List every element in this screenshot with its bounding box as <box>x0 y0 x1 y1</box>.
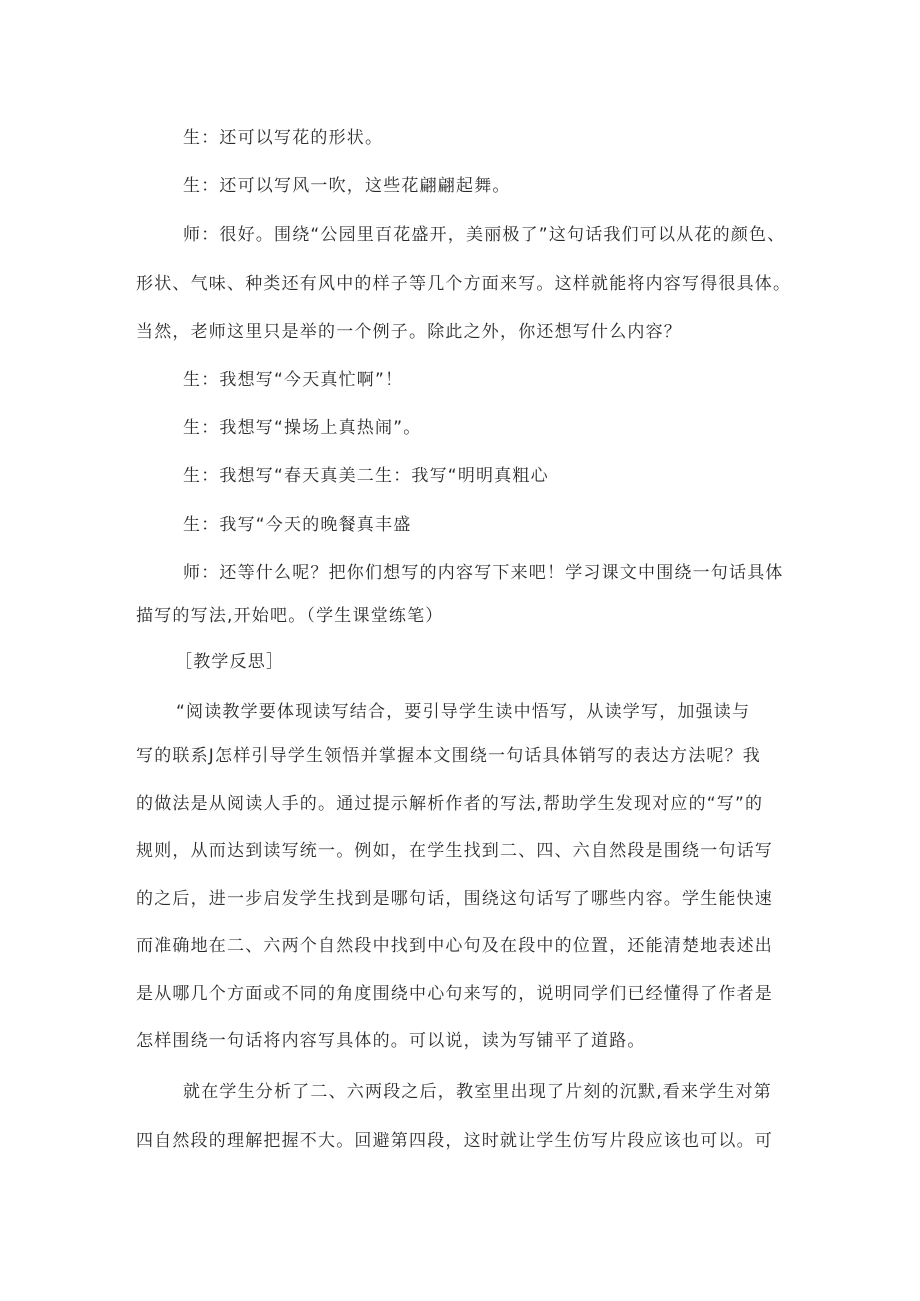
text-line-16: 规则，从而达到读写统一。例如，在学生找到二、四、六自然段是围绕一句话写 <box>136 841 773 861</box>
text-line-6: 生：我想写“今天真忙啊”！ <box>183 370 404 390</box>
text-line-2: 生：还可以写风一吹，这些花翩翩起舞。 <box>183 176 511 196</box>
text-line-13: “阅读教学要体现读写结合，要引导学生读中悟写，从读学写，加强读与 <box>176 702 751 722</box>
text-line-8: 生：我想写“春天真美二生：我写“明明真粗心 <box>183 466 549 486</box>
text-line-20: 怎样围绕一句话将内容写具体的。可以说，读为写铺平了道路。 <box>136 1031 646 1051</box>
text-line-4: 形状、气味、种类还有风中的样子等几个方面来写。这样就能将内容写得很具体。 <box>136 274 792 294</box>
text-line-18: 而准确地在二、六两个自然段中找到中心句及在段中的位置，还能清楚地表述出 <box>136 936 773 956</box>
text-line-15: 的做法是从阅读人手的。通过提示解析作者的写法,帮助学生发现对应的“写”的 <box>136 794 764 814</box>
text-line-22: 四自然段的理解把握不大。回避第四段，这时就让学生仿写片段应该也可以。可 <box>136 1131 773 1151</box>
text-line-21: 就在学生分析了二、六两段之后，教室里出现了片刻的沉默,看来学生对第 <box>183 1082 773 1102</box>
text-line-1: 生：还可以写花的形状。 <box>183 128 384 148</box>
section-heading: ［教学反思］ <box>175 652 285 672</box>
text-line-17: 的之后，进一步启发学生找到是哪句话，围绕这句话写了哪些内容。学生能快速 <box>136 889 773 909</box>
text-line-7: 生：我想写“操场上真热闹”。 <box>183 418 422 438</box>
text-line-14: 写的联系J怎样引导学生领悟并掌握本文围绕一句话具体销写的表达方法呢？我 <box>136 746 762 766</box>
text-line-9: 生：我写“今天的晚餐真丰盛 <box>183 515 412 535</box>
text-line-11: 描写的写法,开始吧。（学生课堂练笔） <box>136 606 444 626</box>
text-line-5: 当然，老师这里只是举的一个例子。除此之外，你还想写什么内容？ <box>136 322 682 342</box>
text-line-19: 是从哪几个方面或不同的角度围绕中心句来写的，说明同学们已经懂得了作者是 <box>136 984 773 1004</box>
text-line-3: 师：很好。围绕“公园里百花盛开，美丽极了”这句话我们可以从花的颜色、 <box>183 225 786 245</box>
text-line-10: 师：还等什么呢？把你们想写的内容写下来吧！学习课文中围绕一句话具体 <box>183 563 784 583</box>
